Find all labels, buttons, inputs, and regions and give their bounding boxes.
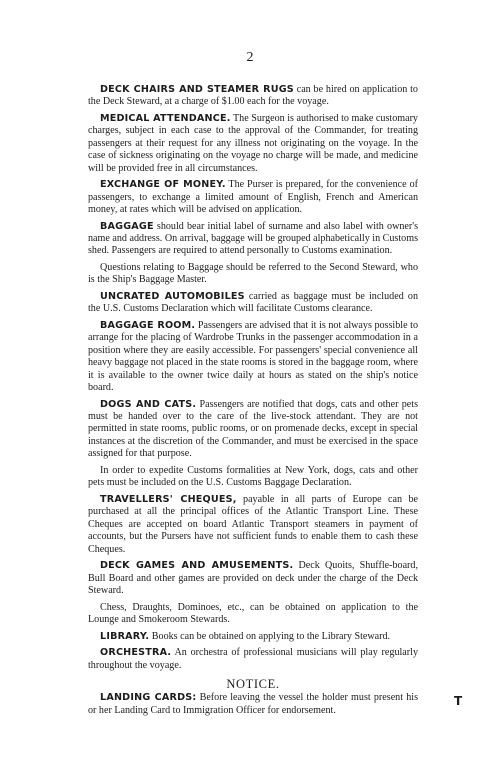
section-heading: TRAVELLERS' CHEQUES, <box>100 493 237 505</box>
section-text: Questions relating to Baggage should be referred to the Second Steward, who is the Ship's Baggage Master. <box>88 262 418 286</box>
section-text: Passengers are notified that dogs, cats and other pets must be handed over to the care of the live-stock attendant. They are not permitted in state rooms, public rooms, or on promenade decks, except in special instances at the discretion of the Commander, and must be exercised in the space assigned for that purpose. <box>88 398 418 460</box>
section-exchange-of-money <box>88 179 418 216</box>
section-heading: LANDING CARDS: <box>100 692 197 704</box>
section-text: can be hired on application to the Deck Steward, at a charge of $1.00 each for the voyage. <box>88 84 418 108</box>
section-deck-games <box>88 560 418 597</box>
footer-mark: T <box>454 694 463 708</box>
section-text: Chess, Draughts, Dominoes, etc., can be obtained on application to the Lounge and Smokeroom Stewards. <box>88 601 418 625</box>
section-heading: BAGGAGE <box>100 220 154 232</box>
section-text: carried as baggage must be included on the U.S. Customs Declaration which will facilitate Customs clearance. <box>88 291 418 315</box>
section-customs-pets <box>88 465 418 490</box>
section-text: should bear initial label of surname and also label with owner's name and address. On arrival, baggage will be grouped alphabetically in Customs shed. Passengers are required to attend personally to Customs examination. <box>88 220 418 257</box>
section-landing-cards <box>88 692 418 717</box>
section-text: payable in all parts of Europe can be purchased at all the principal offices of the Atlantic Transport Line. These Cheques are accepted on board Atlantic Transport steamers in payment of accounts, but the Pursers have not sufficient funds to enable them to cash these Cheques. <box>88 493 418 555</box>
section-heading: UNCRATED AUTOMOBILES <box>100 291 245 303</box>
section-dogs-and-cats <box>88 399 418 461</box>
section-heading: ORCHESTRA. <box>100 647 172 659</box>
section-uncrated-automobiles <box>88 291 418 316</box>
page-number: 2 <box>246 50 254 65</box>
section-heading: DOGS AND CATS. <box>100 398 197 410</box>
section-orchestra <box>88 647 418 672</box>
section-heading: DECK GAMES AND AMUSEMENTS. <box>100 560 294 572</box>
section-heading: LIBRARY. <box>100 630 150 642</box>
section-text: An orchestra of professional musicians will play regularly throughout the voyage. <box>88 647 418 671</box>
section-baggage <box>88 221 418 258</box>
section-heading: DECK CHAIRS AND STEAMER RUGS <box>100 84 294 95</box>
section-text: Before leaving the vessel the holder must present his or her Landing Card to Immigration Officer for endorsement. <box>88 692 418 716</box>
section-text: Passengers are advised that it is not always possible to arrange for the placing of Wardrobe Trunks in the passenger accommodation in a position where they are easily accessible. For passengers' special convenience all heavy baggage not placed in the state rooms is stored in the baggage room, where it is available to the owner twice daily at hours as stated on the ship's notice board. <box>88 320 418 394</box>
section-heading: EXCHANGE OF MONEY. <box>100 179 226 191</box>
section-baggage-room <box>88 320 418 394</box>
notice-title: NOTICE. <box>226 676 280 691</box>
section-text: Books can be obtained on applying to the Library Steward. <box>149 630 391 642</box>
section-medical-attendance <box>88 113 418 175</box>
section-text: The Surgeon is authorised to make customary charges, subject in each case to the approval of the Commander, for treating passengers at their request for any illness not originating on the voyage. In the case of sickness originating on the voyage no charge will be made, and medicine will be provided free in all circumstances. <box>88 113 418 174</box>
section-baggage-questions <box>88 262 418 287</box>
section-travellers-cheques <box>88 494 418 556</box>
section-deck-chairs <box>88 84 418 109</box>
section-chess-draughts <box>88 602 418 627</box>
section-heading: MEDICAL ATTENDANCE. <box>100 113 231 124</box>
section-heading: BAGGAGE ROOM. <box>100 320 196 332</box>
page-body <box>88 84 418 721</box>
section-text: The Purser is prepared, for the convenience of passengers, to exchange a limited amount of English, French and American money, at rates which will be advised on application. <box>88 179 418 216</box>
section-text: Deck Quoits, Shuffle-board, Bull Board and other games are provided on deck under the charge of the Deck Steward. <box>88 560 418 596</box>
section-text: In order to expedite Customs formalities at New York, dogs, cats and other pets must be included on the U.S. Customs Baggage Declaration. <box>88 464 418 489</box>
section-library <box>88 631 418 643</box>
